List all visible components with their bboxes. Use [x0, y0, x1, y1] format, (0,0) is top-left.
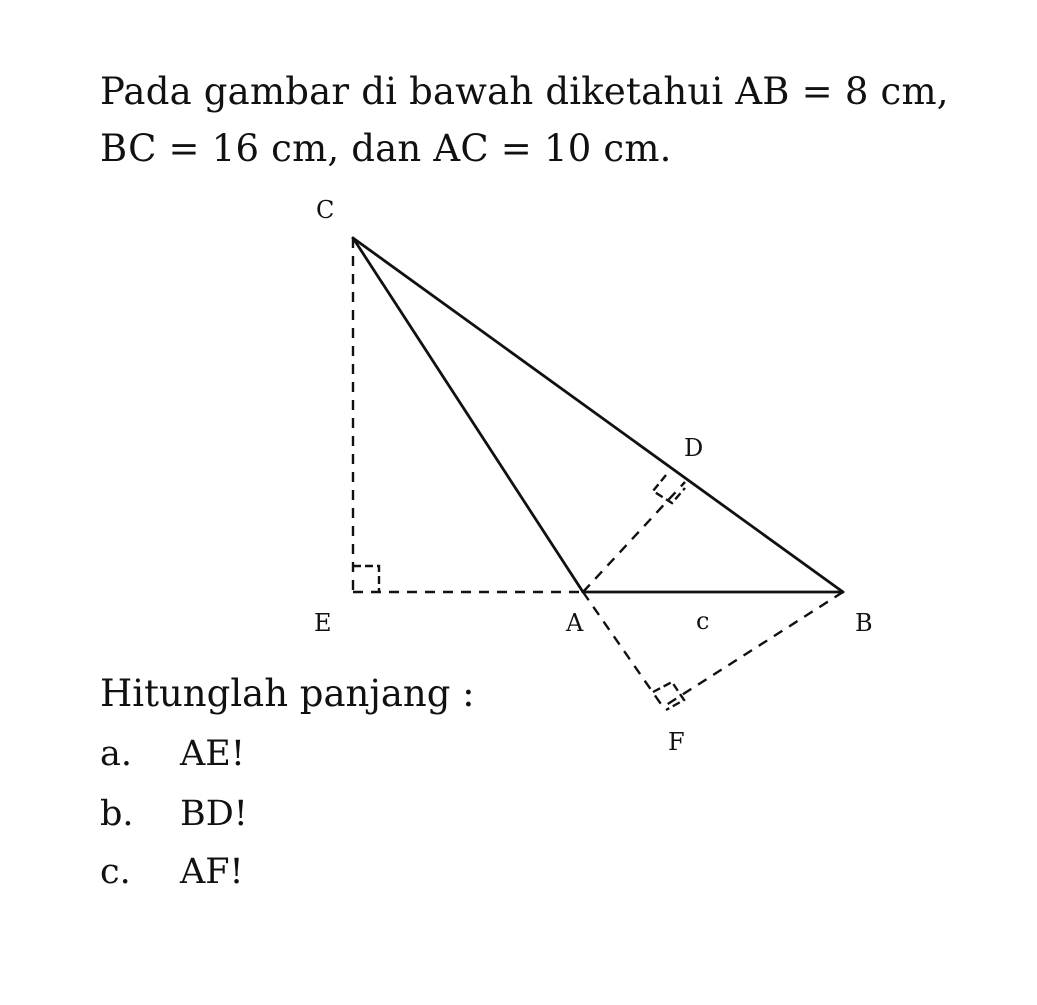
segment-CB	[353, 238, 843, 592]
point-label-F: F	[668, 728, 685, 756]
question-prompt: Hitunglah panjang :	[100, 672, 475, 715]
question-item-c	[100, 851, 244, 893]
question-item-b	[100, 793, 248, 835]
segment-CA	[353, 238, 583, 592]
point-label-C: C	[316, 196, 335, 224]
question-item-letter: b.	[100, 794, 134, 834]
question-item-text: AE!	[180, 734, 245, 774]
segment-AD	[583, 482, 685, 592]
question-item-text: AF!	[180, 852, 244, 892]
point-label-B: B	[855, 609, 873, 637]
point-label-E: E	[314, 609, 332, 637]
segment-BF	[663, 592, 843, 707]
problem-statement-line-1: Pada gambar di bawah diketahui AB = 8 cm,	[100, 70, 949, 113]
side-label-c: c	[696, 607, 710, 635]
right-angle-mark-D	[653, 475, 685, 503]
question-item-a	[100, 733, 245, 775]
question-item-text: BD!	[180, 794, 248, 834]
point-label-D: D	[684, 434, 704, 462]
problem-statement-line-2: BC = 16 cm, dan AC = 10 cm.	[100, 127, 672, 170]
right-angle-mark-E	[353, 566, 379, 592]
question-item-letter: c.	[100, 852, 131, 892]
point-label-A: A	[566, 609, 584, 637]
right-angle-mark-F	[653, 682, 684, 710]
segment-AF	[583, 592, 663, 707]
question-item-letter: a.	[100, 734, 132, 774]
